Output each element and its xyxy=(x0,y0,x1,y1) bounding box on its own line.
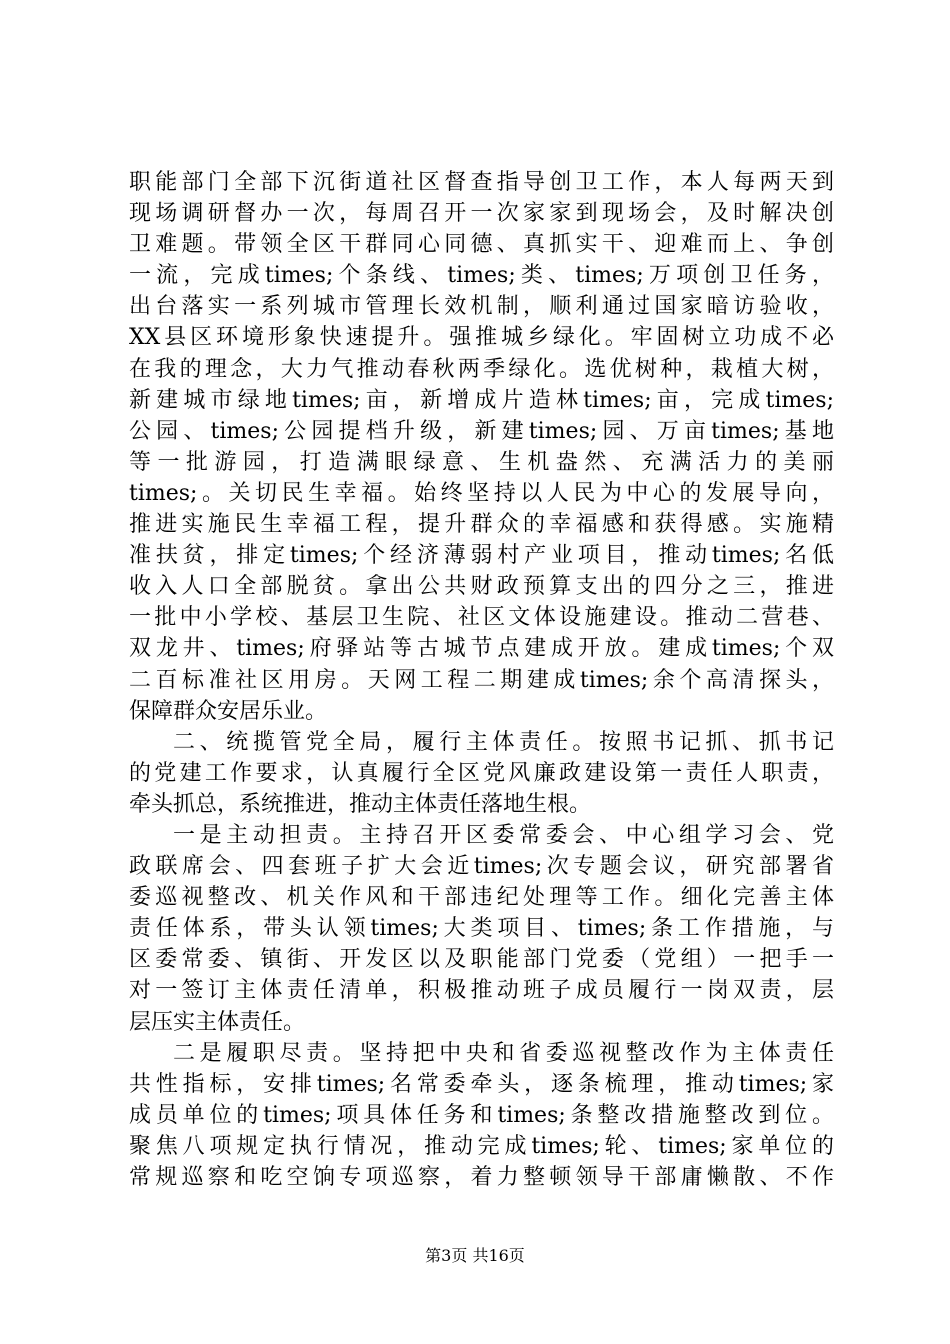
text-line: 对一签订主体责任清单，积极推动班子成员履行一岗双责，层 xyxy=(129,978,834,1004)
text-line: 收入人口全部脱贫。拿出公共财政预算支出的四分之三，推进 xyxy=(129,574,834,600)
text-line: 层压实主体责任。 xyxy=(129,1009,306,1035)
text-line: 委巡视整改、机关作风和干部违纪处理等工作。细化完善主体 xyxy=(129,885,834,911)
text-line: 卫难题。带领全区干群同心同德、真抓实干、迎难而上、争创 xyxy=(129,232,834,258)
page-footer: 第3页 共16页 xyxy=(425,1246,525,1265)
text-line: times;。关切民生幸福。始终坚持以人民为中心的发展导向， xyxy=(129,480,834,506)
text-line: 出台落实一系列城市管理长效机制，顺利通过国家暗访验收， xyxy=(129,294,834,320)
text-line: 等一批游园，打造满眼绿意、生机盎然、充满活力的美丽 xyxy=(129,449,834,475)
text-line: 的党建工作要求，认真履行全区党风廉政建设第一责任人职责， xyxy=(129,760,834,786)
text-line: 一批中小学校、基层卫生院、社区文体设施建设。推动二营巷、 xyxy=(129,605,834,631)
text-line: 推进实施民生幸福工程，提升群众的幸福感和获得感。实施精 xyxy=(129,512,834,538)
text-line: 区委常委、镇街、开发区以及职能部门党委（党组）一把手一 xyxy=(129,947,834,973)
text-line: 责任体系，带头认领times;大类项目、times;条工作措施，与 xyxy=(129,916,834,942)
text-line: 保障群众安居乐业。 xyxy=(129,698,328,724)
text-line: 聚焦八项规定执行情况，推动完成times;轮、times;家单位的 xyxy=(129,1133,834,1159)
text-line: 双龙井、times;府驿站等古城节点建成开放。建成times;个双 xyxy=(129,636,834,662)
text-line: 在我的理念，大力气推动春秋两季绿化。选优树种，栽植大树， xyxy=(129,356,834,382)
document-body xyxy=(129,167,834,1193)
text-line: 一是主动担责。主持召开区委常委会、中心组学习会、党 xyxy=(173,822,834,848)
text-line: 成员单位的times;项具体任务和times;条整改措施整改到位。 xyxy=(129,1102,834,1128)
text-line: 政联席会、四套班子扩大会近times;次专题会议，研究部署省 xyxy=(129,854,834,880)
text-line: XX县区环境形象快速提升。强推城乡绿化。牢固树立功成不必 xyxy=(129,325,834,351)
text-line: 共性指标，安排times;名常委牵头，逐条梳理，推动times;家 xyxy=(129,1071,834,1097)
text-line: 二百标准社区用房。天网工程二期建成times;余个高清探头， xyxy=(129,667,834,693)
text-line: 新建城市绿地times;亩，新增成片造林times;亩，完成times; xyxy=(129,387,834,413)
text-line: 牵头抓总，系统推进，推动主体责任落地生根。 xyxy=(129,791,592,817)
text-line: 二是履职尽责。坚持把中央和省委巡视整改作为主体责任 xyxy=(173,1040,834,1066)
text-line: 职能部门全部下沉街道社区督查指导创卫工作，本人每两天到 xyxy=(129,170,834,195)
text-line: 公园、times;公园提档升级，新建times;园、万亩times;基地 xyxy=(129,418,834,444)
text-line: 一流，完成times;个条线、times;类、times;万项创卫任务， xyxy=(129,263,834,289)
text-line: 二、统揽管党全局，履行主体责任。按照书记抓、抓书记 xyxy=(173,729,834,755)
text-line: 常规巡察和吃空饷专项巡察，着力整顿领导干部庸懒散、不作 xyxy=(129,1165,834,1190)
text-line: 现场调研督办一次，每周召开一次家家到现场会，及时解决创 xyxy=(129,201,834,227)
text-line: 准扶贫，排定times;个经济薄弱村产业项目，推动times;名低 xyxy=(129,543,834,569)
